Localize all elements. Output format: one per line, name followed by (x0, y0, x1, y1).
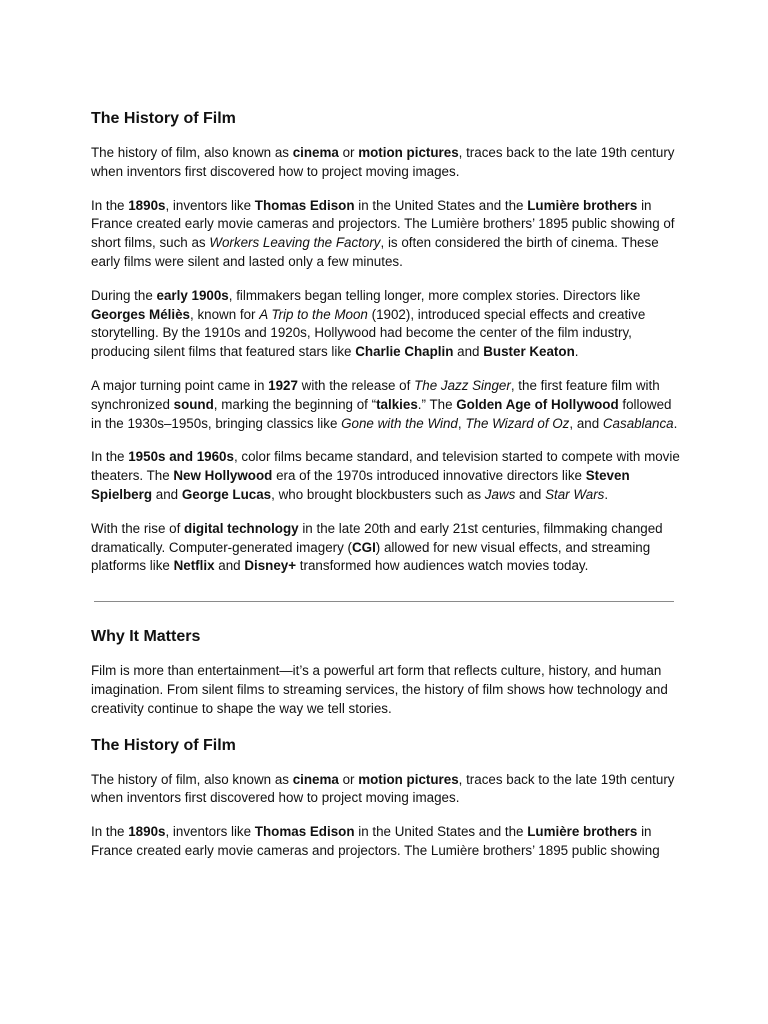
italic-title: Casablanca (602, 415, 674, 431)
text-run: .” The (417, 396, 457, 412)
bold-term: 1890s (128, 197, 166, 213)
text-run: followed in the 1930s–1950s, bringing classics like (91, 396, 672, 431)
bold-term: Thomas Edison (254, 824, 355, 840)
text-run: and (152, 486, 182, 502)
text-run: , color films became standard, and television started to compete with movie theaters. The (91, 449, 680, 484)
bold-term: Netflix (173, 558, 215, 574)
text-run: with the release of (297, 377, 415, 393)
bold-term: sound (173, 396, 214, 412)
text-run: In the (91, 824, 129, 840)
bold-term: Charlie Chaplin (355, 344, 454, 360)
bold-term: CGI (351, 539, 376, 555)
bold-term: 1950s and 1960s (128, 449, 234, 465)
italic-title: The Wizard of Oz (465, 415, 570, 431)
text-run: , traces back to the late 19th century when inventors first discovered how to project moving images. (91, 145, 675, 179)
text-run: in France created early movie cameras and projectors. The Lumière brothers’ 1895 public showing (91, 824, 660, 858)
bold-term: Golden Age of Hollywood (456, 396, 619, 412)
text-run: , traces back to the late 19th century when inventors first discovered how to project moving images. (91, 771, 675, 806)
italic-title: Star Wars (545, 486, 605, 502)
bold-term: Buster Keaton (483, 344, 575, 360)
text-run: , who brought blockbusters such as (271, 486, 485, 502)
text-run: , the first feature film with synchronized (91, 377, 660, 412)
bold-term: George Lucas (181, 486, 272, 502)
text-run: , is often considered the birth of cinema. These early films were silent and lasted only a few minutes. (91, 235, 659, 269)
bold-term: 1890s (128, 824, 166, 840)
bold-term: Thomas Edison (254, 197, 355, 213)
paragraph-early-1900s (91, 287, 681, 362)
bold-term: New Hollywood (173, 468, 273, 484)
text-run: , marking the beginning of “ (213, 396, 377, 412)
paragraph-1927-sound (91, 377, 681, 433)
paragraph-why-it-matters (91, 662, 681, 718)
bold-term: cinema (292, 145, 339, 160)
text-run: A major turning point came in (91, 377, 269, 393)
text-run: , (457, 415, 466, 431)
bold-term: Steven Spielberg (91, 468, 630, 502)
bold-term: motion pictures (358, 145, 459, 160)
italic-title: A Trip to the Moon (259, 306, 368, 322)
bold-term: Lumière brothers (527, 824, 638, 840)
paragraph-intro (91, 144, 681, 182)
document-page (91, 108, 681, 861)
italic-title: Jaws (484, 486, 516, 502)
bold-term: early 1900s (156, 287, 229, 303)
text-run: era of the 1970s introduced innovative directors like (272, 468, 586, 484)
text-run: , inventors like (165, 824, 255, 840)
bold-term: 1927 (268, 377, 298, 393)
bold-term: digital technology (184, 520, 299, 536)
paragraph-digital (91, 520, 681, 576)
text-run: and (515, 486, 546, 502)
text-run: , inventors like (165, 197, 255, 213)
text-run: transformed how audiences watch movies today. (296, 558, 589, 574)
text-run: and (453, 344, 484, 360)
text-run: The history of film, also known as (91, 145, 293, 160)
text-run: Film is more than entertainment—it’s a powerful art form that reflects culture, history, and human imagination. From silent films to streaming services, the history of film shows how technology and creativity continue to shape the way we tell stories. (91, 663, 668, 716)
text-run: During the (91, 287, 157, 303)
text-run: in the United States and the (354, 197, 528, 213)
text-run: in France created early movie cameras and projectors. The Lumière brothers’ 1895 public showing of short films, such as (91, 197, 675, 251)
paragraph-1890s-repeat (91, 823, 681, 861)
bold-term: Disney+ (244, 558, 297, 574)
paragraph-1890s (91, 197, 681, 272)
section-title-history: The History of Film (91, 110, 236, 127)
bold-term: Lumière brothers (527, 197, 638, 213)
bold-term: cinema (292, 771, 339, 787)
section-title-history-repeat: The History of Film (91, 736, 236, 754)
italic-title: Workers Leaving the Factory (209, 235, 381, 251)
text-run: or (338, 771, 359, 787)
text-run: , and (569, 415, 603, 431)
bold-term: motion pictures (358, 771, 459, 787)
bold-term: Georges Méliès (91, 306, 190, 322)
text-run: The history of film, also known as (91, 771, 293, 787)
paragraph-1950s-1960s (91, 448, 681, 504)
text-run: ) allowed for new visual effects, and streaming platforms like (91, 539, 651, 574)
text-run: in the United States and the (354, 824, 528, 840)
text-run: With the rise of (91, 520, 185, 536)
text-run: . (574, 344, 579, 360)
text-run: or (338, 145, 359, 160)
text-run: . (604, 486, 609, 502)
text-run: , filmmakers began telling longer, more complex stories. Directors like (228, 287, 641, 303)
italic-title: The Jazz Singer (414, 377, 511, 393)
bold-term: talkies (376, 396, 418, 412)
text-run: In the (91, 197, 129, 213)
text-run: (1902), introduced special effects and creative storytelling. By the 1910s and 1920s, Hollywood had become the center of the film industry, producing silent films that featured stars like (91, 306, 646, 360)
italic-title: Gone with the Wind (341, 415, 458, 431)
paragraph-intro-repeat (91, 771, 681, 809)
text-run: . (673, 415, 678, 431)
text-run: and (214, 558, 245, 574)
section-title-why-it-matters: Why It Matters (91, 628, 201, 646)
text-run: in the late 20th and early 21st centuries, filmmaking changed dramatically. Computer-generated imagery ( (91, 520, 663, 555)
text-run: In the (91, 449, 129, 465)
text-run: , known for (190, 306, 260, 322)
